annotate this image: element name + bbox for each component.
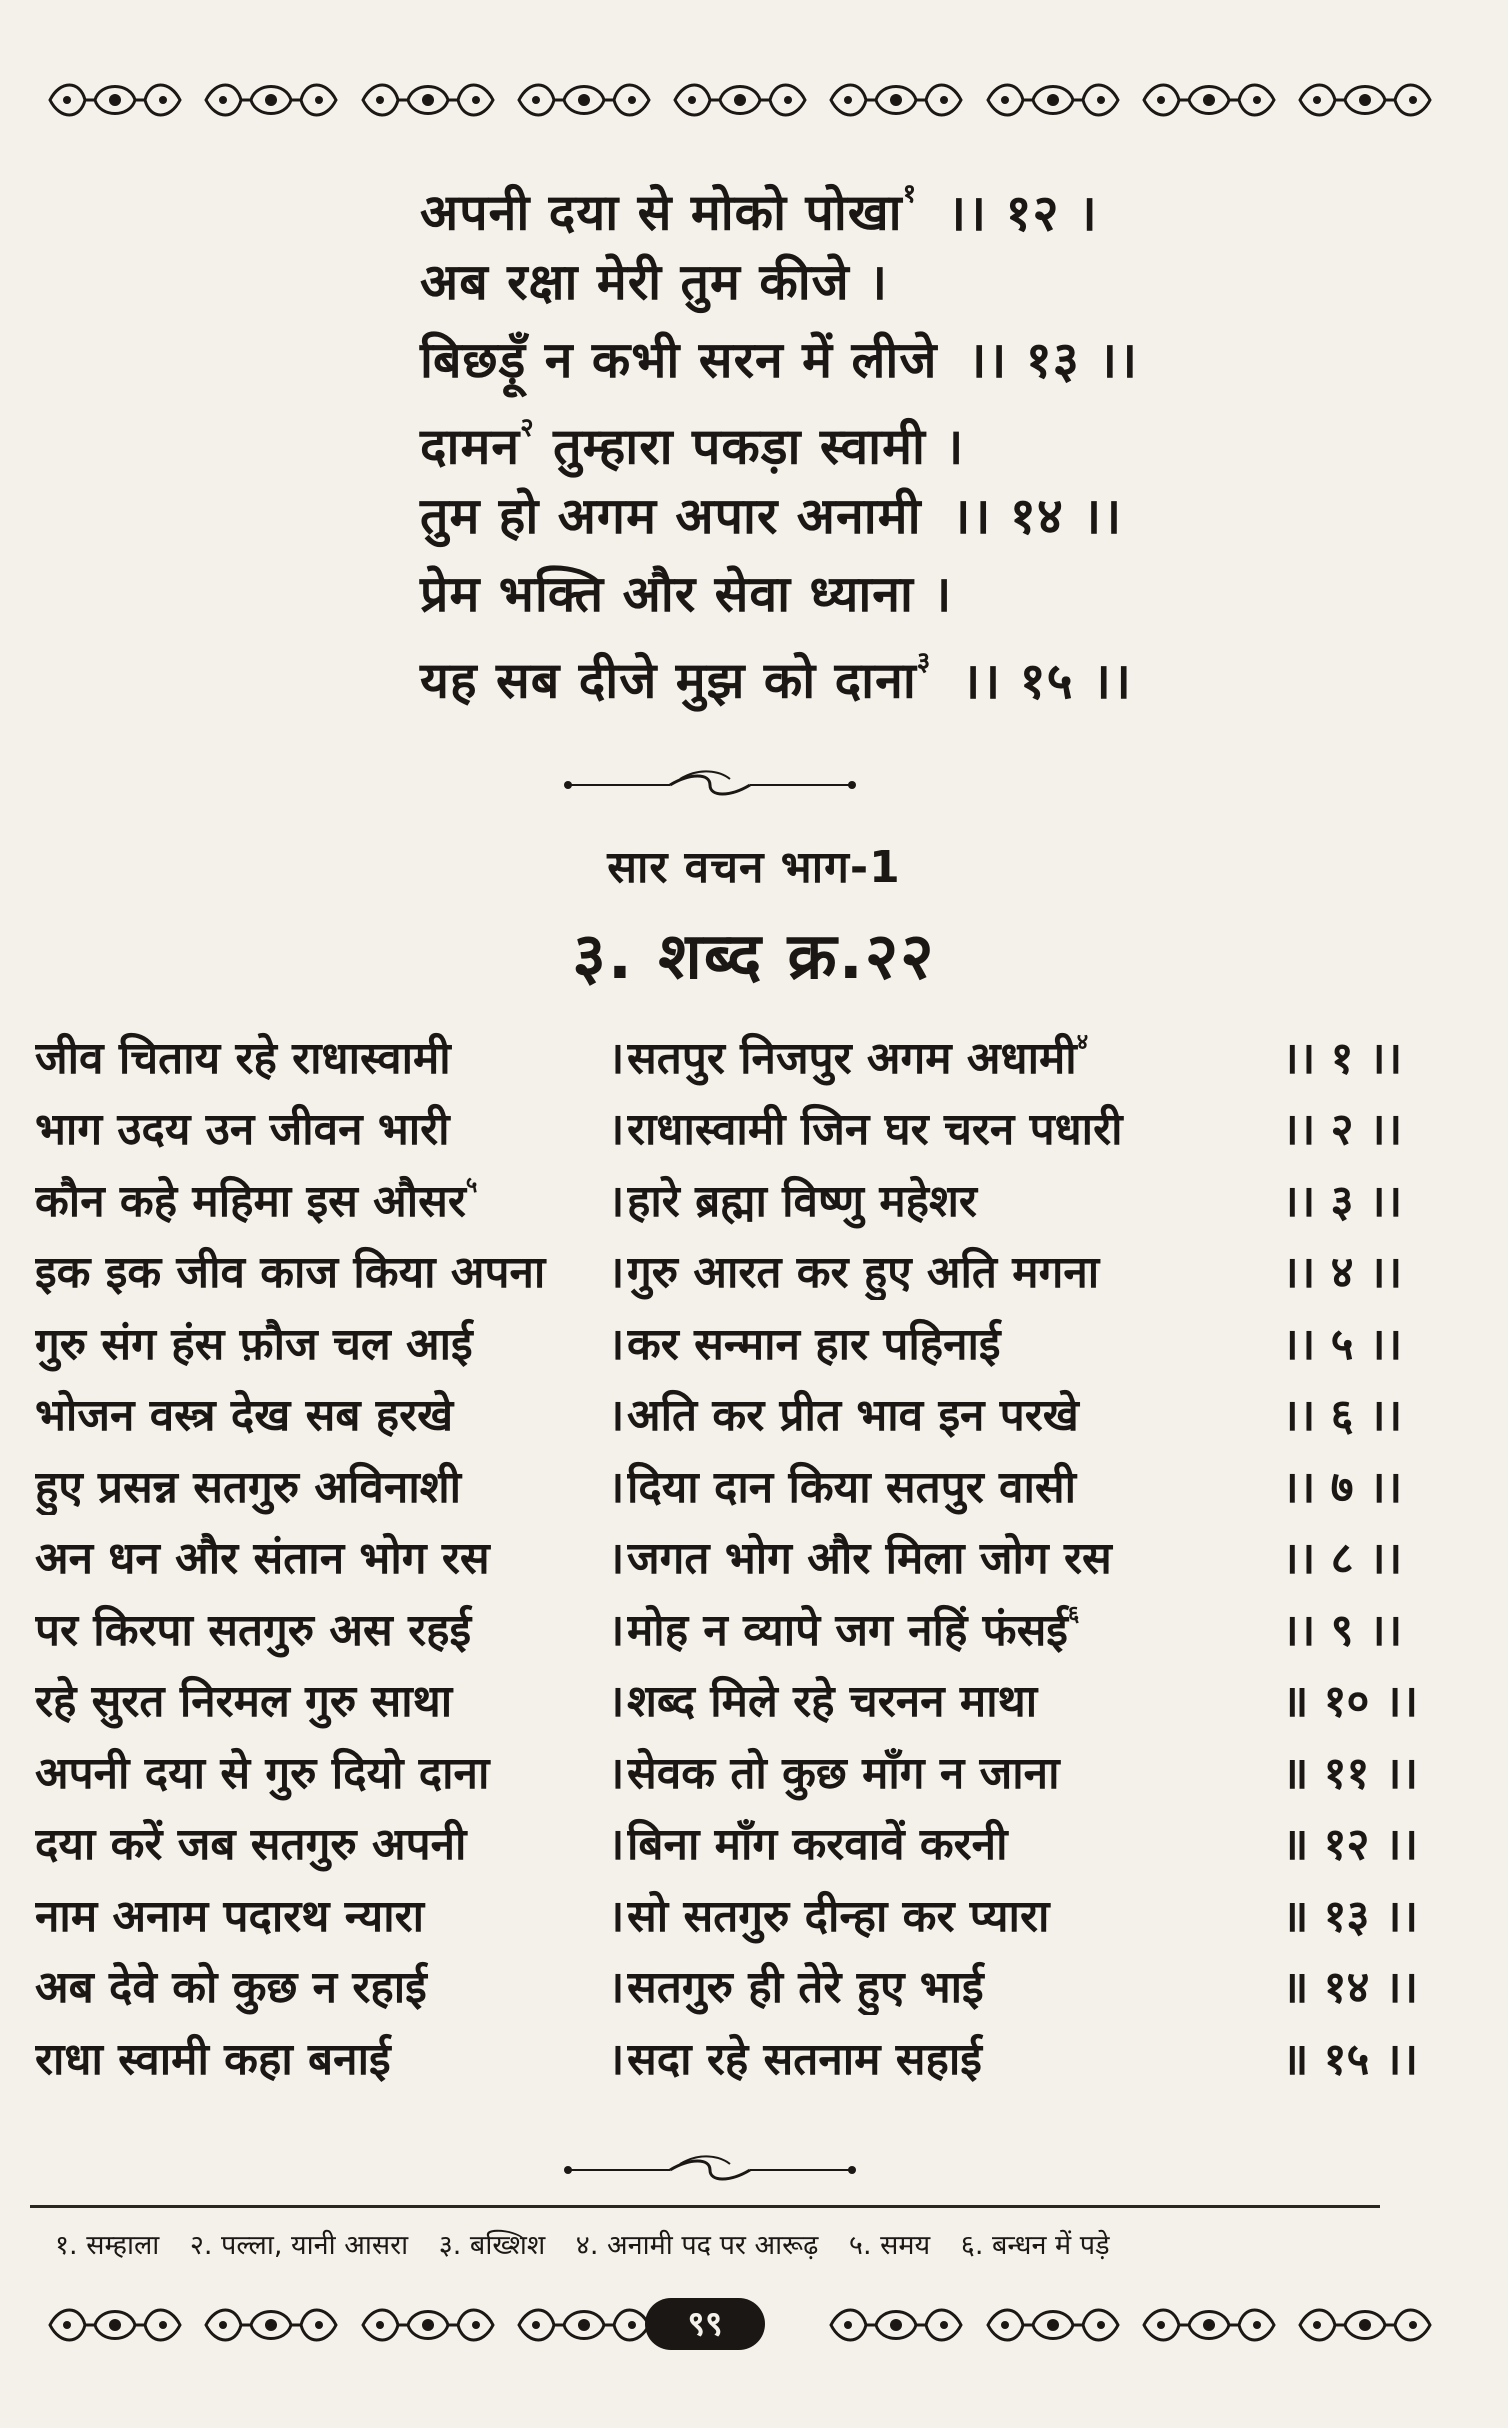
verse-line: दामन$^२$ तुम्हारा पकड़ा स्वामी ।: [420, 413, 965, 476]
ornament-motif: [40, 2295, 190, 2355]
ornament-motif: [665, 70, 815, 130]
ornament-motif: [821, 2295, 971, 2355]
footnote: ४. अनामी पद पर आरूढ़: [575, 2230, 819, 2261]
verse-row: इक इक जीव काज किया अपना । गुरु आरत कर हुए अति मगना ।। ४ ।।: [35, 1247, 1403, 1299]
verse-row: दया करें जब सतगुरु अपनी । बिना माँग करवावें करनी ॥ १२ ।।: [35, 1819, 1419, 1871]
verse-row: अपनी दया से गुरु दियो दाना । सेवक तो कुछ माँग न जाना ॥ ११ ।।: [35, 1747, 1419, 1799]
opening-verses: [420, 165, 1240, 711]
verse-row: पर किरपा सतगुरु अस रहई । मोह न व्यापे जग नहिं फंसई$^६$ ।। ९ ।।: [35, 1602, 1403, 1656]
verse-row: राधा स्वामी कहा बनाई । सदा रहे सतनाम सहाई ॥ १५ ।।: [35, 2033, 1419, 2085]
shabad-verses: [35, 1020, 1419, 2093]
ornament-motif: [1290, 70, 1440, 130]
verse-row: कौन कहे महिमा इस औसर$^५$ । हारे ब्रह्मा विष्णु महेशर ।। ३ ।।: [35, 1173, 1403, 1227]
section-divider: [560, 2150, 860, 2190]
verse-row: भोजन वस्त्र देख सब हरखे । अति कर प्रीत भाव इन परखे ।। ६ ।।: [35, 1390, 1403, 1442]
ornament-motif: [1290, 2295, 1440, 2355]
verse-row: जीव चिताय रहे राधास्वामी । सतपुर निजपुर अगम अधामी$^४$ ।। १ ।।: [35, 1030, 1403, 1084]
ornament-motif: [1134, 2295, 1284, 2355]
footnote: ५. समय: [848, 2230, 931, 2261]
verse-row: अब देवे को कुछ न रहाई । सतगुरु ही तेरे हुए भाई ॥ १४ ।।: [35, 1962, 1419, 2014]
verse-row: रहे सुरत निरमल गुरु साथा । शब्द मिले रहे चरनन माथा ॥ १० ।।: [35, 1676, 1419, 1728]
verse-line: अपनी दया से मोको पोखा$^१$ ।। १२ ।: [420, 179, 1098, 242]
ornament-motif: [509, 70, 659, 130]
ornament-motif: [196, 70, 346, 130]
verse-line: तुम हो अगम अपार अनामी ।। १४ ।।: [420, 487, 1123, 545]
ornament-motif: [978, 2295, 1128, 2355]
ornament-motif: [821, 70, 971, 130]
verse-row: नाम अनाम पदारथ न्यारा । सो सतगुरु दीन्हा कर प्यारा ॥ १३ ।।: [35, 1890, 1419, 1942]
footnote-rule: [30, 2205, 1380, 2208]
ornament-motif: [353, 70, 503, 130]
section-divider: [560, 765, 860, 805]
ornament-motif: [196, 2295, 346, 2355]
ornament-motif: [978, 70, 1128, 130]
page-number: ९९: [645, 2298, 765, 2350]
verse-row: अन धन और संतान भोग रस । जगत भोग और मिला जोग रस ।। ८ ।।: [35, 1533, 1403, 1585]
footnote: ६. बन्धन में पड़े: [960, 2230, 1110, 2261]
verse-line: यह सब दीजे मुझ को दाना$^३$ ।। १५ ।।: [420, 647, 1132, 710]
ornament-motif: [40, 70, 190, 130]
ornament-motif: [1134, 70, 1284, 130]
shabad-title: ३. शब्द क्र.२२: [572, 920, 936, 994]
ornament-motif: [509, 2295, 659, 2355]
footnote: १. सम्हाला: [55, 2230, 160, 2261]
verse-row: भाग उदय उन जीवन भारी । राधास्वामी जिन घर चरन पधारी ।। २ ।।: [35, 1104, 1403, 1156]
verse-line: प्रेम भक्ति और सेवा ध्याना ।: [420, 565, 953, 623]
footnotes: [55, 2225, 1455, 2262]
verse-row: गुरु संग हंस फ़ौज चल आई । कर सन्मान हार पहिनाई ।। ५ ।।: [35, 1318, 1403, 1370]
source-title: सार वचन भाग-1: [607, 842, 901, 893]
footnote: २. पल्ला, यानी आसरा: [189, 2230, 409, 2261]
verse-line: अब रक्षा मेरी तुम कीजे ।: [420, 253, 889, 311]
verse-line: बिछड़ूँ न कभी सरन में लीजे ।। १३ ।।: [420, 331, 1139, 389]
verse-row: हुए प्रसन्न सतगुरु अविनाशी । दिया दान किया सतपुर वासी ।। ७ ।।: [35, 1461, 1403, 1513]
ornament-motif: [353, 2295, 503, 2355]
top-ornament-border: [40, 65, 1440, 135]
footnote: ३. बख्शिश: [438, 2230, 546, 2261]
